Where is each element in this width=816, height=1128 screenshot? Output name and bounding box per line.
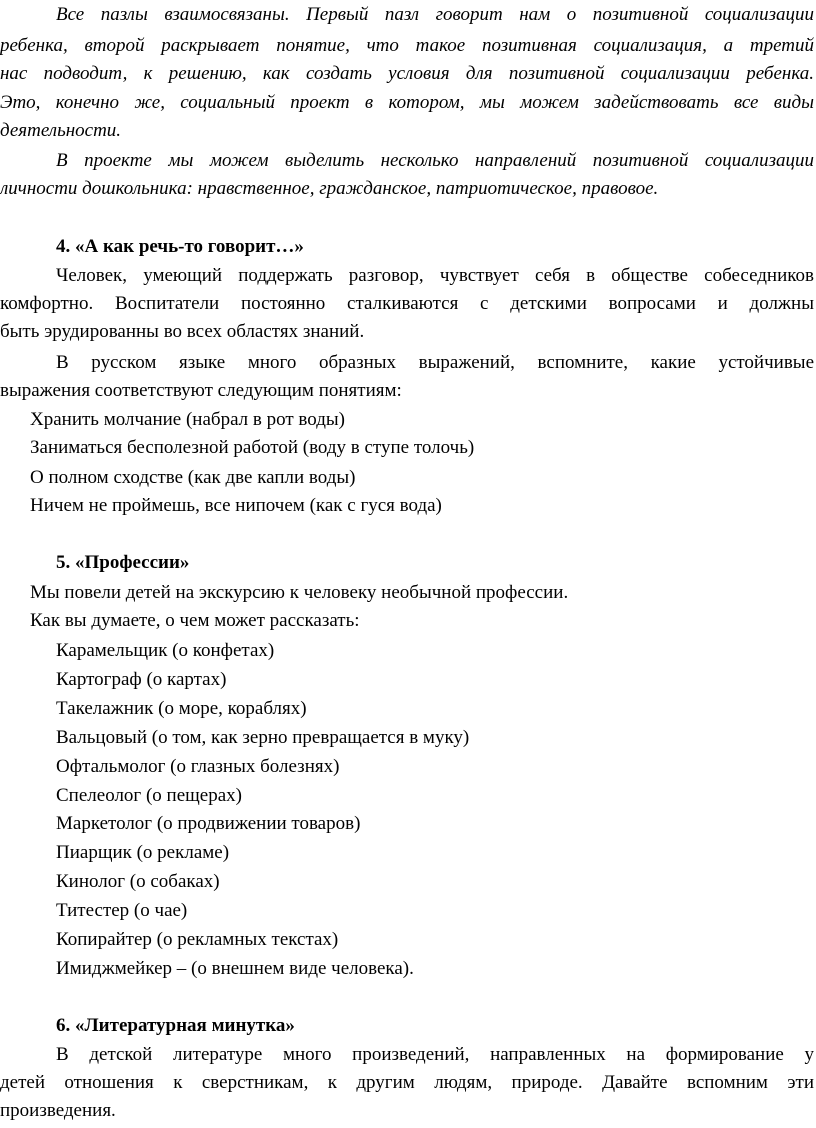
intro-para1-line: ребенка, второй раскрывает понятие, что такое позитивная социализация, а третий (0, 35, 814, 56)
section4-heading: 4. «А как речь-то говорит…» (56, 236, 304, 257)
section4-item: Хранить молчание (набрал в рот воды) (30, 409, 345, 430)
section4-item: Заниматься бесполезной работой (воду в ступе толочь) (30, 437, 475, 458)
section5-item: Маркетолог (о продвижении товаров) (56, 813, 361, 834)
section5-item: Офтальмолог (о глазных болезнях) (56, 756, 340, 777)
section5-item: Титестер (о чае) (56, 900, 188, 921)
section5-item: Картограф (о картах) (56, 669, 227, 690)
section4-para2-line: В русском языке много образных выражений, вспомните, какие устойчивые (56, 352, 814, 373)
section5-item: Такелажник (о море, кораблях) (56, 698, 307, 719)
intro-para1-line: деятельности. (0, 120, 122, 141)
section4-item: О полном сходстве (как две капли воды) (30, 467, 356, 488)
intro-para1-line: Это, конечно же, социальный проект в котором, мы можем задействовать все виды (0, 92, 814, 113)
section5-item: Кинолог (о собаках) (56, 871, 220, 892)
section5-item: Карамельщик (о конфетах) (56, 640, 275, 661)
section4-para1-line: быть эрудированны во всех областях знаний. (0, 321, 365, 342)
section6-para1-line: произведения. (0, 1100, 116, 1121)
section5-intro-line: Как вы думаете, о чем может рассказать: (30, 610, 360, 631)
intro-para1-line: нас подводит, к решению, как создать условия для позитивной социализации ребенка. (0, 63, 814, 84)
section4-para2-line: выражения соответствуют следующим понятиям: (0, 380, 402, 401)
section5-item: Пиарщик (о рекламе) (56, 842, 230, 863)
section4-item: Ничем не проймешь, все нипочем (как с гуся вода) (30, 495, 442, 516)
section5-intro-line: Мы повели детей на экскурсию к человеку необычной профессии. (30, 582, 569, 603)
intro-para2-line: личности дошкольника: нравственное, гражданское, патриотическое, правовое. (0, 178, 659, 199)
section5-item: Копирайтер (о рекламных текстах) (56, 929, 339, 950)
intro-para2-line: В проекте мы можем выделить несколько направлений позитивной социализации (56, 150, 814, 171)
intro-para1-line: Все пазлы взаимосвязаны. Первый пазл говорит нам о позитивной социализации (56, 4, 814, 25)
section4-para1-line: комфортно. Воспитатели постоянно сталкиваются с детскими вопросами и должны (0, 293, 814, 314)
section5-heading: 5. «Профессии» (56, 552, 190, 573)
section4-para1-line: Человек, умеющий поддержать разговор, чувствует себя в обществе собеседников (56, 265, 814, 286)
section6-heading: 6. «Литературная минутка» (56, 1015, 295, 1036)
section6-para1-line: В детской литературе много произведений, направленных на формирование у (56, 1044, 814, 1065)
section6-para1-line: детей отношения к сверстникам, к другим людям, природе. Давайте вспомним эти (0, 1072, 814, 1093)
section5-item: Спелеолог (о пещерах) (56, 785, 242, 806)
section5-item: Вальцовый (о том, как зерно превращается в муку) (56, 727, 470, 748)
section5-item: Имиджмейкер – (о внешнем виде человека). (56, 958, 414, 979)
